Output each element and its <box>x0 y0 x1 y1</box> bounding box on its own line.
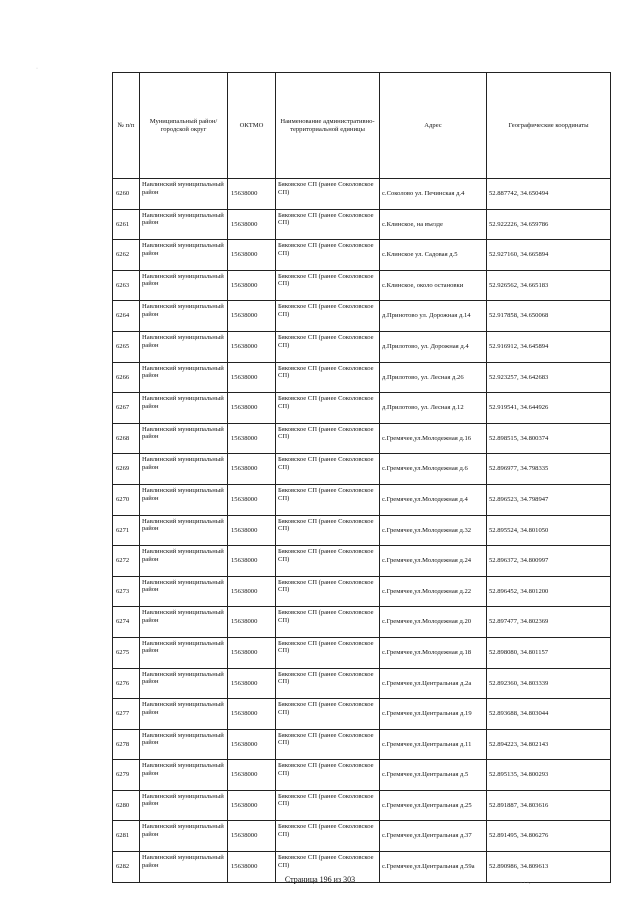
cell-district: Навлинский муниципальный район <box>140 729 228 760</box>
cell-geo: 52.917858, 34.650068 <box>487 301 611 332</box>
cell-oktmo: 15638000 <box>228 423 276 454</box>
cell-address: с.Гремячее,ул.Центральная д.2а <box>380 668 487 699</box>
cell-num: 6260 <box>113 179 140 210</box>
cell-admin-unit: Бяковское СП (ранее Соколовское СП) <box>276 209 380 240</box>
table-row <box>113 484 611 515</box>
cell-address: с.Гремячее,ул.Молодежная д.6 <box>380 454 487 485</box>
scan-speck: · <box>36 66 38 72</box>
cell-num: 6275 <box>113 637 140 668</box>
cell-oktmo: 15638000 <box>228 699 276 730</box>
table-row <box>113 760 611 791</box>
cell-num: 6280 <box>113 790 140 821</box>
cell-geo: 52.893688, 34.803044 <box>487 699 611 730</box>
scan-marks: · · ·. <box>520 880 531 886</box>
cell-address: с.Гремячее,ул.Молодежная д.4 <box>380 484 487 515</box>
cell-district: Навлинский муниципальный район <box>140 393 228 424</box>
cell-num: 6277 <box>113 699 140 730</box>
cell-num: 6282 <box>113 852 140 883</box>
cell-admin-unit: Бяковское СП (ранее Соколовское СП) <box>276 729 380 760</box>
cell-admin-unit: Бяковское СП (ранее Соколовское СП) <box>276 607 380 638</box>
header-admin-unit: Наименование административно-территориальной единицы <box>276 73 380 179</box>
cell-admin-unit: Бяковское СП (ранее Соколовское СП) <box>276 637 380 668</box>
cell-num: 6279 <box>113 760 140 791</box>
cell-address: д.Прилотово, ул. Лесная д.26 <box>380 362 487 393</box>
cell-admin-unit: Бяковское СП (ранее Соколовское СП) <box>276 362 380 393</box>
table-row <box>113 270 611 301</box>
header-oktmo: ОКТМО <box>228 73 276 179</box>
cell-address: д.Прилотово, ул. Лесная д.12 <box>380 393 487 424</box>
table-row <box>113 515 611 546</box>
cell-num: 6278 <box>113 729 140 760</box>
cell-num: 6262 <box>113 240 140 271</box>
cell-district: Навлинский муниципальный район <box>140 270 228 301</box>
cell-district: Навлинский муниципальный район <box>140 852 228 883</box>
cell-admin-unit: Бяковское СП (ранее Соколовское СП) <box>276 240 380 271</box>
cell-address: с.Клинское, на въезде <box>380 209 487 240</box>
cell-num: 6273 <box>113 576 140 607</box>
cell-district: Навлинский муниципальный район <box>140 760 228 791</box>
cell-oktmo: 15638000 <box>228 546 276 577</box>
cell-oktmo: 15638000 <box>228 515 276 546</box>
cell-admin-unit: Бяковское СП (ранее Соколовское СП) <box>276 852 380 883</box>
cell-geo: 52.895524, 34.801050 <box>487 515 611 546</box>
cell-address: с.Гремячее,ул.Центральная д.37 <box>380 821 487 852</box>
cell-geo: 52.890986, 34.809613 <box>487 852 611 883</box>
cell-geo: 52.896977, 34.798335 <box>487 454 611 485</box>
cell-district: Навлинский муниципальный район <box>140 515 228 546</box>
cell-geo: 52.898080, 34.801157 <box>487 637 611 668</box>
table-row <box>113 331 611 362</box>
cell-num: 6269 <box>113 454 140 485</box>
cell-oktmo: 15638000 <box>228 576 276 607</box>
cell-district: Навлинский муниципальный район <box>140 821 228 852</box>
cell-geo: 52.916912, 34.645894 <box>487 331 611 362</box>
cell-admin-unit: Бяковское СП (ранее Соколовское СП) <box>276 576 380 607</box>
cell-admin-unit: Бяковское СП (ранее Соколовское СП) <box>276 699 380 730</box>
cell-geo: 52.895135, 34.800293 <box>487 760 611 791</box>
cell-num: 6272 <box>113 546 140 577</box>
cell-admin-unit: Бяковское СП (ранее Соколовское СП) <box>276 546 380 577</box>
cell-num: 6265 <box>113 331 140 362</box>
cell-district: Навлинский муниципальный район <box>140 454 228 485</box>
cell-address: с.Гремячее,ул.Центральная д.11 <box>380 729 487 760</box>
cell-admin-unit: Бяковское СП (ранее Соколовское СП) <box>276 454 380 485</box>
cell-num: 6268 <box>113 423 140 454</box>
cell-district: Навлинский муниципальный район <box>140 209 228 240</box>
cell-address: с.Гремячее,ул.Молодежная д.32 <box>380 515 487 546</box>
cell-oktmo: 15638000 <box>228 362 276 393</box>
cell-admin-unit: Бяковское СП (ранее Соколовское СП) <box>276 790 380 821</box>
cell-district: Навлинский муниципальный район <box>140 240 228 271</box>
cell-num: 6264 <box>113 301 140 332</box>
table-row <box>113 699 611 730</box>
cell-geo: 52.892360, 34.803339 <box>487 668 611 699</box>
cell-admin-unit: Бяковское СП (ранее Соколовское СП) <box>276 393 380 424</box>
cell-district: Навлинский муниципальный район <box>140 576 228 607</box>
cell-admin-unit: Бяковское СП (ранее Соколовское СП) <box>276 484 380 515</box>
cell-address: с.Гремячее,ул.Центральная д.19 <box>380 699 487 730</box>
cell-num: 6276 <box>113 668 140 699</box>
cell-num: 6267 <box>113 393 140 424</box>
cell-district: Навлинский муниципальный район <box>140 331 228 362</box>
cell-oktmo: 15638000 <box>228 668 276 699</box>
cell-num: 6266 <box>113 362 140 393</box>
table-row <box>113 301 611 332</box>
cell-admin-unit: Бяковское СП (ранее Соколовское СП) <box>276 270 380 301</box>
cell-oktmo: 15638000 <box>228 301 276 332</box>
cell-oktmo: 15638000 <box>228 393 276 424</box>
header-num: № п/п <box>113 73 140 179</box>
cell-geo: 52.891887, 34.803616 <box>487 790 611 821</box>
cell-num: 6263 <box>113 270 140 301</box>
table-row <box>113 729 611 760</box>
table-row <box>113 454 611 485</box>
table-header <box>113 73 611 179</box>
cell-address: с.Гремячее,ул.Центральная д.25 <box>380 790 487 821</box>
cell-oktmo: 15638000 <box>228 607 276 638</box>
cell-admin-unit: Бяковское СП (ранее Соколовское СП) <box>276 301 380 332</box>
cell-oktmo: 15638000 <box>228 760 276 791</box>
cell-admin-unit: Бяковское СП (ранее Соколовское СП) <box>276 760 380 791</box>
cell-oktmo: 15638000 <box>228 209 276 240</box>
cell-oktmo: 15638000 <box>228 637 276 668</box>
cell-admin-unit: Бяковское СП (ранее Соколовское СП) <box>276 179 380 210</box>
cell-oktmo: 15638000 <box>228 790 276 821</box>
cell-address: с.Гремячее,ул.Молодежная д.24 <box>380 546 487 577</box>
cell-num: 6270 <box>113 484 140 515</box>
cell-address: с.Клинское, около остановки <box>380 270 487 301</box>
cell-geo: 52.896523, 34.798947 <box>487 484 611 515</box>
table-row <box>113 423 611 454</box>
cell-address: д.Принотово ул. Дорожная д.14 <box>380 301 487 332</box>
cell-district: Навлинский муниципальный район <box>140 301 228 332</box>
header-district: Муниципальный район/городской округ <box>140 73 228 179</box>
table-row <box>113 240 611 271</box>
cell-geo: 52.922226, 34.659786 <box>487 209 611 240</box>
cell-oktmo: 15638000 <box>228 240 276 271</box>
cell-district: Навлинский муниципальный район <box>140 607 228 638</box>
cell-district: Навлинский муниципальный район <box>140 423 228 454</box>
cell-admin-unit: Бяковское СП (ранее Соколовское СП) <box>276 515 380 546</box>
cell-address: с.Гремячее,ул.Молодежная д.18 <box>380 637 487 668</box>
cell-oktmo: 15638000 <box>228 454 276 485</box>
cell-address: с.Гремячее,ул.Центральная д.59а <box>380 852 487 883</box>
cell-geo: 52.896452, 34.801200 <box>487 576 611 607</box>
cell-address: с.Клинское ул. Садовая д.5 <box>380 240 487 271</box>
table-row <box>113 607 611 638</box>
cell-district: Навлинский муниципальный район <box>140 484 228 515</box>
cell-address: с.Гремячее,ул.Центральная д.5 <box>380 760 487 791</box>
cell-oktmo: 15638000 <box>228 729 276 760</box>
table-row <box>113 179 611 210</box>
cell-geo: 52.896372, 34.800997 <box>487 546 611 577</box>
cell-district: Навлинский муниципальный район <box>140 668 228 699</box>
cell-district: Навлинский муниципальный район <box>140 546 228 577</box>
cell-geo: 52.887742, 34.650494 <box>487 179 611 210</box>
table-row <box>113 668 611 699</box>
table-row <box>113 821 611 852</box>
cell-admin-unit: Бяковское СП (ранее Соколовское СП) <box>276 668 380 699</box>
cell-district: Навлинский муниципальный район <box>140 637 228 668</box>
table-row <box>113 637 611 668</box>
coordinates-table <box>112 72 611 883</box>
cell-geo: 52.894223, 34.802143 <box>487 729 611 760</box>
table-row <box>113 546 611 577</box>
cell-oktmo: 15638000 <box>228 852 276 883</box>
cell-district: Навлинский муниципальный район <box>140 790 228 821</box>
cell-geo: 52.926562, 34.665183 <box>487 270 611 301</box>
cell-address: с.Гремячее,ул.Молодежная д.22 <box>380 576 487 607</box>
page-number: Страница 196 из 303 <box>284 875 356 884</box>
table-row <box>113 362 611 393</box>
cell-oktmo: 15638000 <box>228 484 276 515</box>
cell-geo: 52.891495, 34.806276 <box>487 821 611 852</box>
table-row <box>113 209 611 240</box>
cell-geo: 52.923257, 34.642683 <box>487 362 611 393</box>
table-row <box>113 393 611 424</box>
cell-district: Навлинский муниципальный район <box>140 179 228 210</box>
cell-admin-unit: Бяковское СП (ранее Соколовское СП) <box>276 821 380 852</box>
cell-address: с.Соколово ул. Печинская д.4 <box>380 179 487 210</box>
cell-admin-unit: Бяковское СП (ранее Соколовское СП) <box>276 423 380 454</box>
cell-geo: 52.927160, 34.665894 <box>487 240 611 271</box>
cell-geo: 52.897477, 34.802369 <box>487 607 611 638</box>
cell-geo: 52.898515, 34.800374 <box>487 423 611 454</box>
cell-address: с.Гремячее,ул.Молодежная д.20 <box>380 607 487 638</box>
cell-district: Навлинский муниципальный район <box>140 699 228 730</box>
cell-oktmo: 15638000 <box>228 179 276 210</box>
cell-num: 6274 <box>113 607 140 638</box>
header-address: Адрес <box>380 73 487 179</box>
header-geo: Географические координаты <box>487 73 611 179</box>
cell-address: д.Прилотово, ул. Дорожная д.4 <box>380 331 487 362</box>
table-body <box>113 179 611 883</box>
cell-num: 6271 <box>113 515 140 546</box>
cell-oktmo: 15638000 <box>228 821 276 852</box>
cell-oktmo: 15638000 <box>228 331 276 362</box>
cell-oktmo: 15638000 <box>228 270 276 301</box>
table-row <box>113 576 611 607</box>
cell-admin-unit: Бяковское СП (ранее Соколовское СП) <box>276 331 380 362</box>
table-row <box>113 790 611 821</box>
cell-num: 6261 <box>113 209 140 240</box>
cell-num: 6281 <box>113 821 140 852</box>
cell-district: Навлинский муниципальный район <box>140 362 228 393</box>
cell-address: с.Гремячее,ул.Молодежная д.16 <box>380 423 487 454</box>
cell-geo: 52.919541, 34.644926 <box>487 393 611 424</box>
